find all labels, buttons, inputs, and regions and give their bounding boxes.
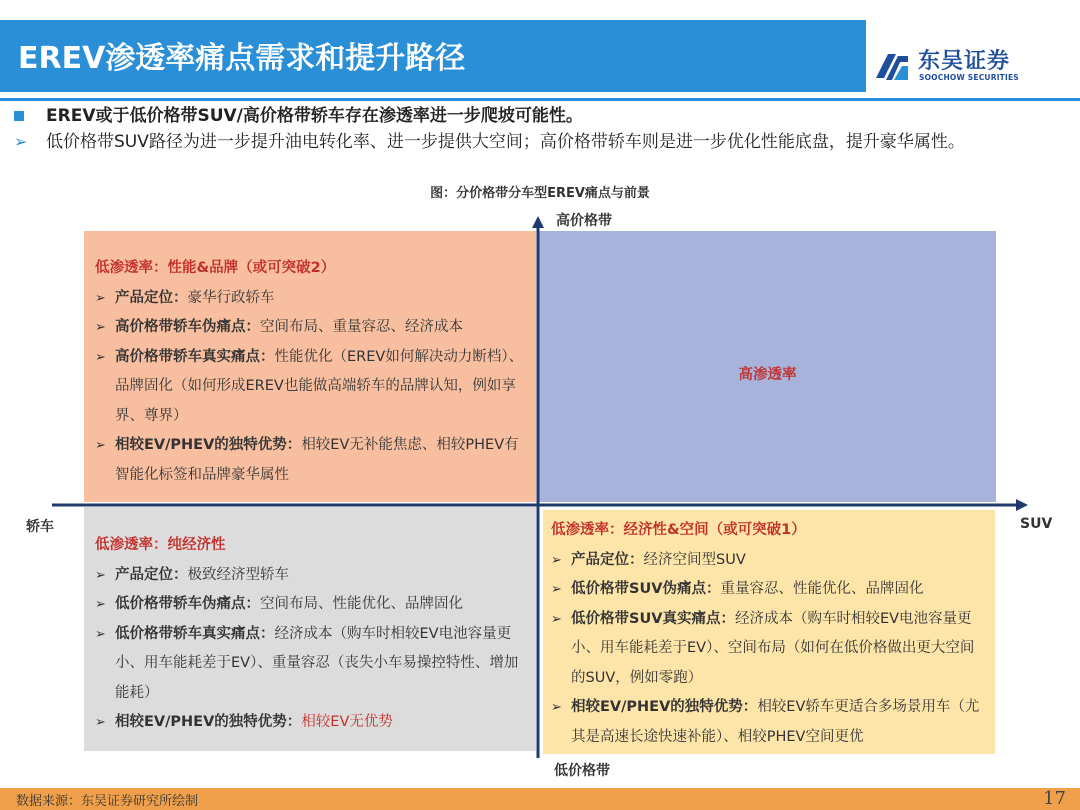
- arrow-bullet-icon: ➢: [95, 597, 106, 612]
- item-text: 相较EV无优势: [301, 714, 393, 730]
- bottom-right-item: [551, 693, 987, 752]
- main-bullet-text: EREV或于低价格带SUV/高价格带轿车存在渗透率进一步爬坡可能性。: [46, 106, 583, 126]
- bottom-left-item: [95, 561, 527, 591]
- logo-cn-text: 东吴证券: [918, 49, 1011, 74]
- item-label: 相较EV/PHEV的独特优势：: [571, 699, 758, 715]
- axis-label-left: 轿车: [26, 519, 54, 535]
- item-text: 重量容忍、性能优化、品牌固化: [720, 581, 924, 597]
- footer-bar: [0, 788, 1080, 810]
- item-label: 产品定位：: [115, 566, 188, 583]
- item-text: 豪华行政轿车: [187, 289, 275, 306]
- top-left-title: 低渗透率：性能&品牌（或可突破2）: [95, 260, 336, 276]
- bottom-left-item: [95, 620, 527, 709]
- axis-label-right: SUV: [1020, 516, 1053, 532]
- sub-bullet-text: 低价格带SUV路径为进一步提升油电转化率、进一步提供大空间；高价格带轿车则是进一步优化性能底盘，提升豪华属性。: [46, 132, 965, 152]
- item-label: 相较EV/PHEV的独特优势：: [115, 714, 302, 730]
- arrow-bullet-icon: ➢: [551, 611, 562, 627]
- axis-label-top: 高价格带: [556, 213, 612, 229]
- item-label: 高价格带轿车真实痛点：: [115, 348, 275, 365]
- bottom-left-content: [95, 531, 527, 738]
- arrow-bullet-icon: ➢: [551, 582, 562, 597]
- item-text: 极致经济型轿车: [187, 566, 289, 583]
- arrow-bullet-icon: ➢: [551, 700, 562, 715]
- item-label: 低价格带SUV真实痛点：: [571, 610, 735, 627]
- item-label: 相较EV/PHEV的独特优势：: [115, 437, 302, 453]
- bottom-left-item: [95, 590, 527, 620]
- bottom-left-item: [95, 708, 527, 738]
- page-title: EREV渗透率痛点需求和提升路径: [18, 41, 466, 76]
- arrow-bullet-icon: ➢: [95, 349, 106, 365]
- arrow-bullet-icon: ➢: [95, 715, 106, 730]
- bottom-right-item: [551, 546, 987, 576]
- bottom-right-item: [551, 605, 987, 694]
- top-right-title: 高渗透率: [738, 367, 797, 383]
- logo-en-text: SOOCHOW SECURITIES: [919, 73, 1019, 82]
- item-text: 性能优化（EREV如何解决动力断档）、品牌固化（如何形成EREV也能做高端轿车的品牌认知，例如享界、尊界）: [115, 348, 524, 424]
- item-text: 经济成本（购车时相较EV电池容量更小、用车能耗差于EV）、空间布局（如何在低价格做出更大空间的SUV，例如零跑）: [571, 610, 975, 686]
- bottom-right-content: [551, 516, 987, 752]
- arrow-bullet-icon: ➢: [95, 626, 106, 642]
- axis-label-bottom: 低价格带: [554, 763, 610, 779]
- arrow-bullet-icon: ➢: [95, 567, 106, 583]
- bottom-right-title: 低渗透率：经济性&空间（或可突破1）: [551, 522, 806, 538]
- item-text: 相较EV无补能焦虑、相较PHEV有智能化标签和品牌豪华属性: [115, 437, 519, 483]
- arrow-bullet-icon: ➢: [95, 320, 106, 335]
- arrow-bullet-icon: ➢: [95, 290, 106, 306]
- item-label: 产品定位：: [115, 289, 188, 306]
- data-source: 数据来源：东吴证券研究所绘制: [16, 794, 199, 809]
- bottom-left-title: 低渗透率：纯经济性: [95, 537, 226, 553]
- item-text: 经济成本（购车时相较EV电池容量更小、用车能耗差于EV）、重量容忍（丧失小车易操控特性、增加能耗）: [115, 625, 519, 701]
- item-label: 低价格带轿车真实痛点：: [115, 625, 275, 642]
- top-left-item: [95, 284, 527, 314]
- item-text: 空间布局、性能优化、品牌固化: [260, 596, 463, 612]
- arrow-bullet-icon: ➢: [14, 132, 28, 151]
- item-text: 相较EV轿车更适合多场景用车（尤其是高速长途快速补能）、相较PHEV空间更优: [571, 699, 980, 745]
- bottom-right-item: [551, 575, 987, 605]
- item-text: 经济空间型SUV: [643, 551, 746, 568]
- item-label: 低价格带SUV伪痛点：: [571, 581, 721, 597]
- page-number: 17: [1043, 788, 1066, 809]
- item-label: 产品定位：: [571, 551, 644, 568]
- figure-caption: 图：分价格带分车型EREV痛点与前景: [430, 186, 650, 201]
- arrow-bullet-icon: ➢: [95, 438, 106, 453]
- top-left-content: [95, 254, 527, 490]
- item-text: 空间布局、重量容忍、经济成本: [260, 319, 463, 335]
- top-left-item: [95, 343, 527, 432]
- arrow-bullet-icon: ➢: [551, 552, 562, 568]
- top-left-item: [95, 313, 527, 343]
- item-label: 低价格带轿车伪痛点：: [115, 596, 260, 612]
- top-left-item: [95, 431, 527, 490]
- item-label: 高价格带轿车伪痛点：: [115, 319, 260, 335]
